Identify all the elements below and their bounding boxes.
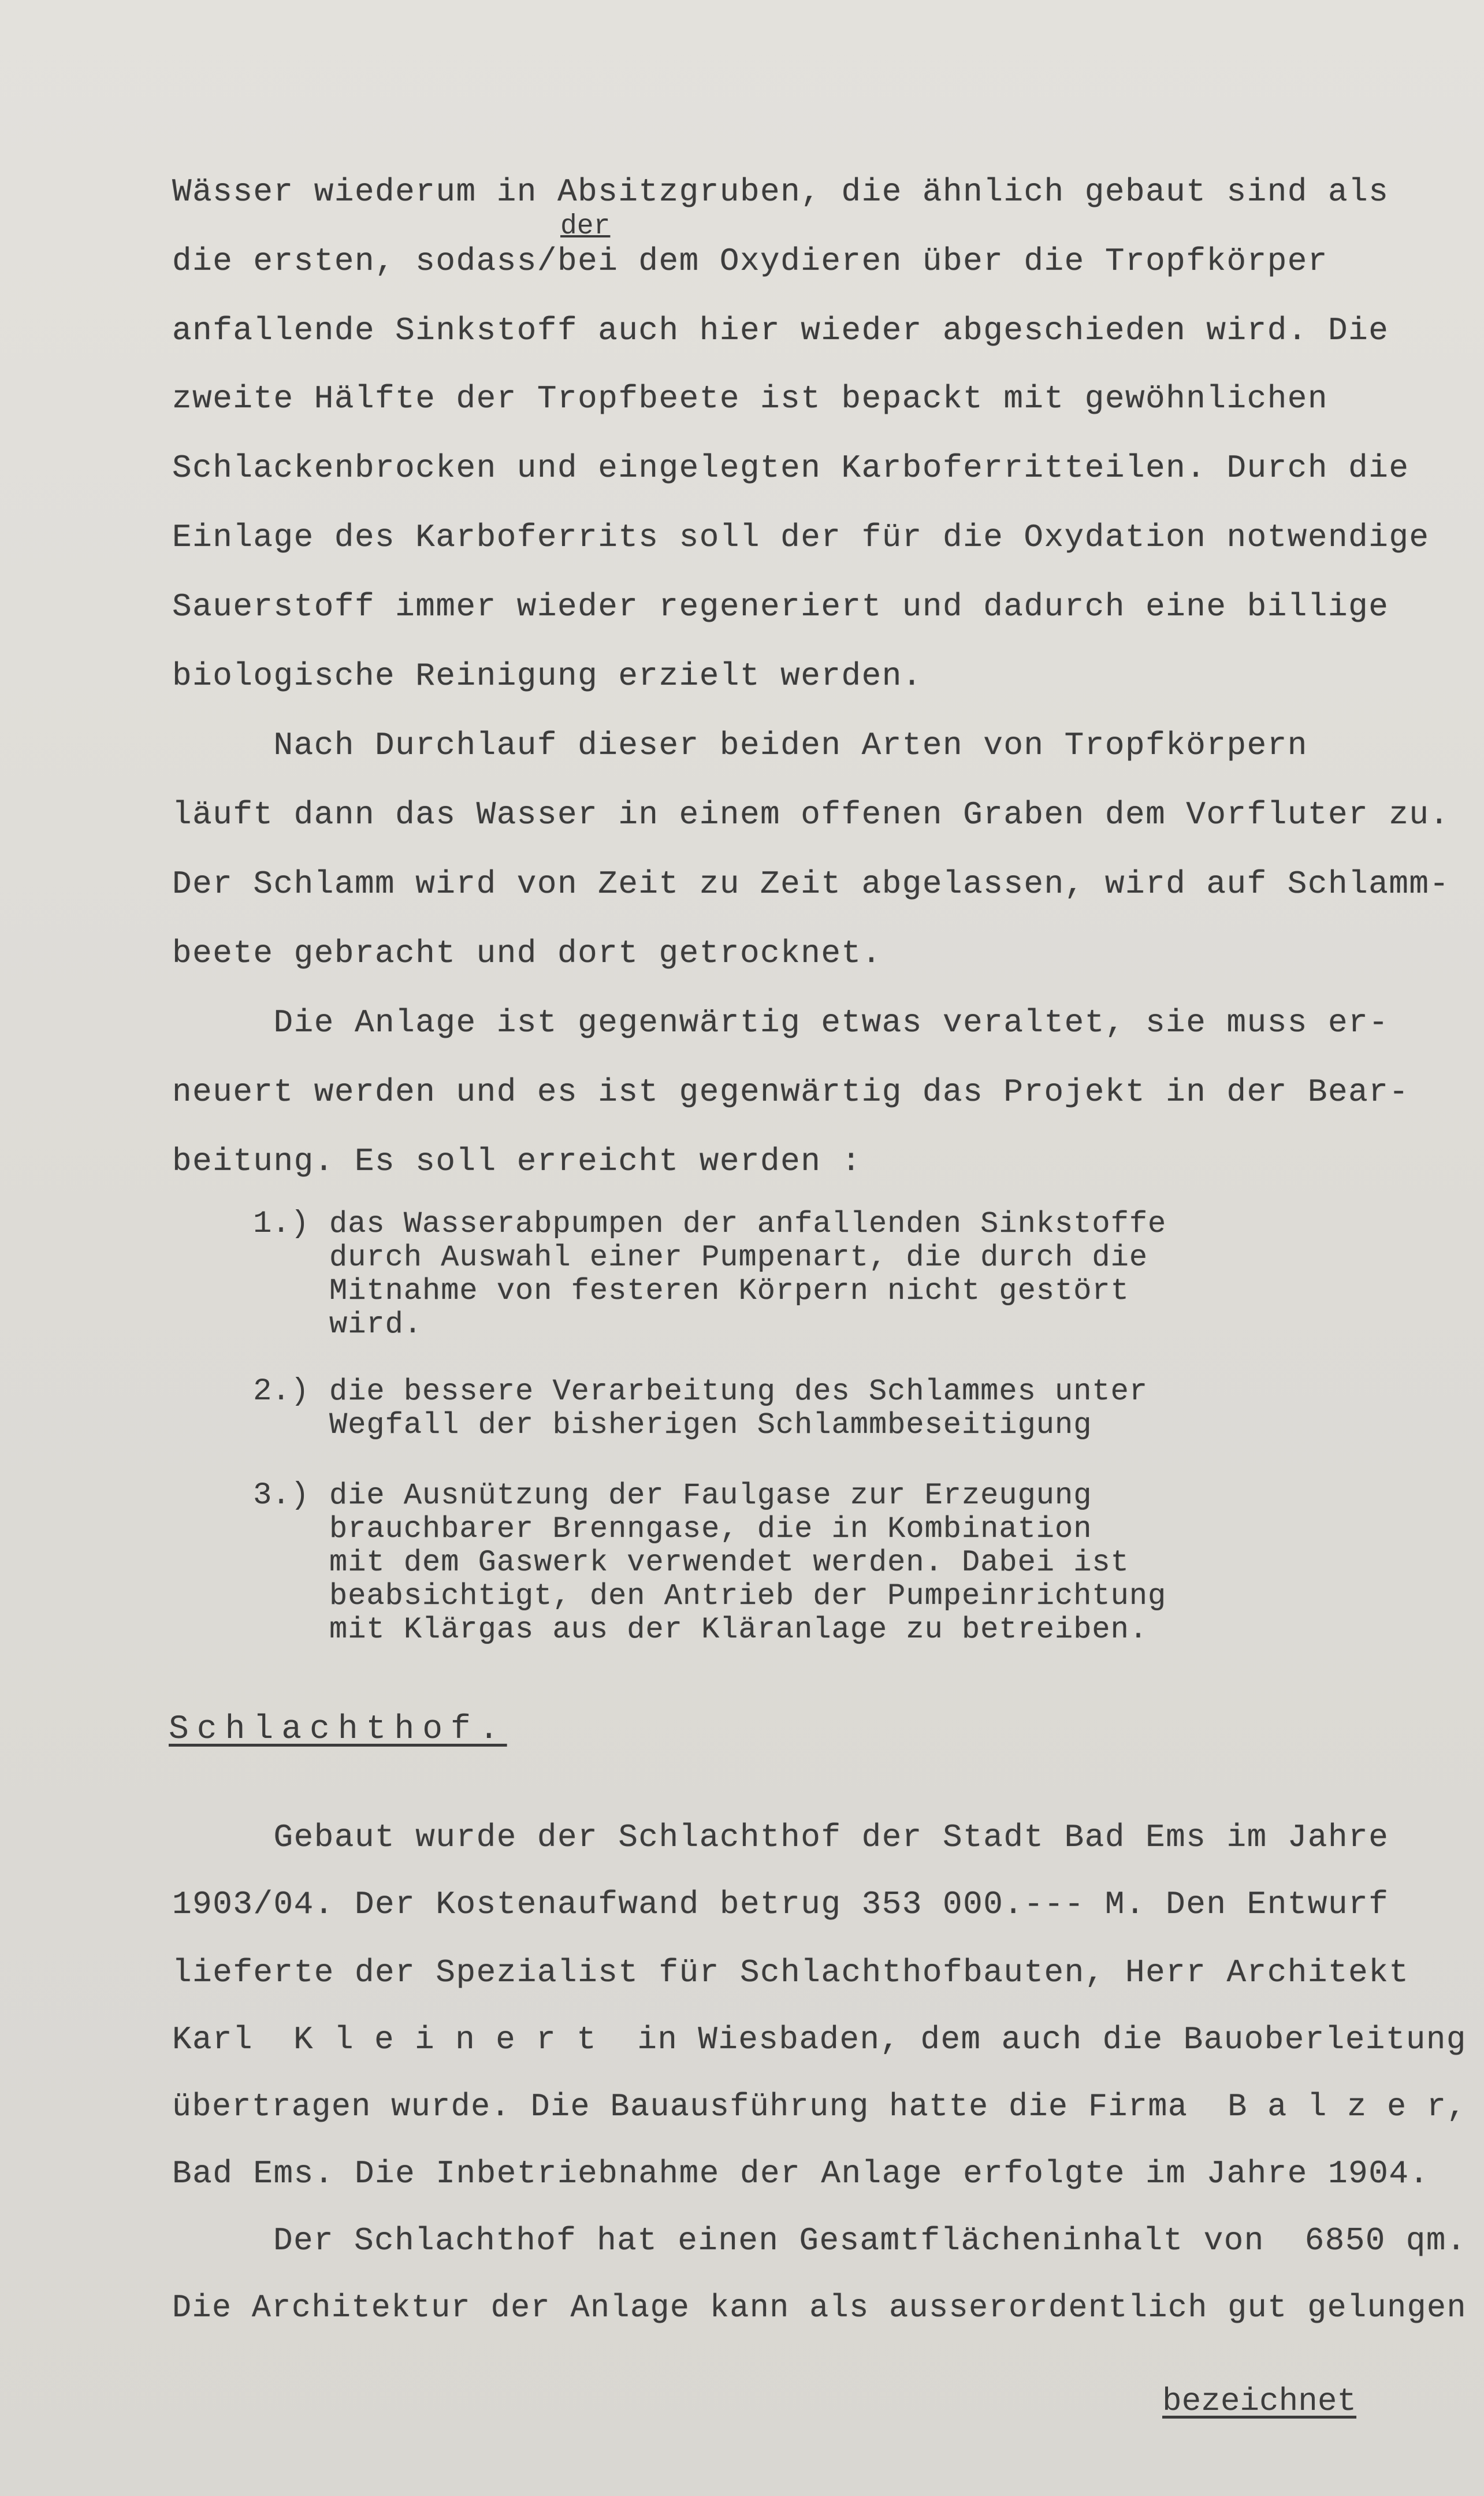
- p1-line-3: anfallende Sinkstoff auch hier wieder abgeschieden wird. Die: [172, 312, 1389, 349]
- list-item-3: [329, 1479, 1311, 1647]
- p4-line-1: Gebaut wurde der Schlachthof der Stadt Bad Ems im Jahre: [172, 1819, 1389, 1856]
- p2-line-1: Nach Durchlauf dieser beiden Arten von Tropfkörpern: [172, 727, 1308, 764]
- list-item-2-line: Wegfall der bisherigen Schlammbeseitigung: [329, 1408, 1092, 1442]
- p5-line-2: Die Architektur der Anlage kann als ausserordentlich gut gelungen: [172, 2289, 1467, 2326]
- p1-line-4: zweite Hälfte der Tropfbeete ist bepackt mit gewöhnlichen: [172, 380, 1329, 417]
- p2-line-4: beete gebracht und dort getrocknet.: [172, 935, 882, 972]
- p4-line-6: Bad Ems. Die Inbetriebnahme der Anlage erfolgte im Jahre 1904.: [172, 2155, 1430, 2192]
- list-item-2-number: 2.): [253, 1374, 310, 1409]
- list-item-3-line: beabsichtigt, den Antrieb der Pumpeinrichtung: [329, 1579, 1167, 1613]
- list-item-1-line: das Wasserabpumpen der anfallenden Sinkstoffe: [329, 1207, 1167, 1241]
- p4-line-2: 1903/04. Der Kostenaufwand betrug 353 000.--- M. Den Entwurf: [172, 1886, 1389, 1923]
- p1-line-2: die ersten, sodass/bei dem Oxydieren über die Tropfkörper: [172, 243, 1329, 280]
- list-item-3-line: mit Klärgas aus der Kläranlage zu betreiben.: [329, 1613, 1148, 1647]
- p2-line-2: läuft dann das Wasser in einem offenen Graben dem Vorfluter zu.: [172, 796, 1450, 833]
- list-item-1-line: Mitnahme von festeren Körpern nicht gestört: [329, 1274, 1129, 1308]
- catchword: bezeichnet: [1162, 2383, 1357, 2420]
- p4-line-5: übertragen wurde. Die Bauausführung hatte die Firma B a l z e r,: [172, 2088, 1467, 2125]
- list-item-1: [329, 1208, 1311, 1342]
- p3-line-1: Die Anlage ist gegenwärtig etwas veraltet, sie muss er-: [172, 1004, 1389, 1041]
- p1-line-8: biologische Reinigung erzielt werden.: [172, 658, 923, 694]
- p2-line-3: Der Schlamm wird von Zeit zu Zeit abgelassen, wird auf Schlamm-: [172, 866, 1450, 902]
- p4-line-4: Karl K l e i n e r t in Wiesbaden, dem auch die Bauoberleitung: [172, 2021, 1467, 2058]
- list-item-1-line: wird.: [329, 1308, 423, 1342]
- p3-line-2: neuert werden und es ist gegenwärtig das Projekt in der Bear-: [172, 1074, 1409, 1110]
- handwritten-insertion: der: [560, 211, 611, 242]
- p1-line-1: Wässer wiederum in Absitzgruben, die ähnlich gebaut sind als: [172, 173, 1389, 210]
- p1-line-5: Schlackenbrocken und eingelegten Karboferritteilen. Durch die: [172, 450, 1409, 486]
- list-item-3-line: mit dem Gaswerk verwendet werden. Dabei ist: [329, 1546, 1129, 1580]
- list-item-2-line: die bessere Verarbeitung des Schlammes unter: [329, 1375, 1148, 1409]
- list-item-3-line: die Ausnützung der Faulgase zur Erzeugung: [329, 1479, 1092, 1513]
- p5-line-1: Der Schlachthof hat einen Gesamtflächeninhalt von 6850 qm.: [172, 2222, 1467, 2259]
- p4-line-3: lieferte der Spezialist für Schlachthofbauten, Herr Architekt: [172, 1954, 1409, 1991]
- p1-line-7: Sauerstoff immer wieder regeneriert und dadurch eine billige: [172, 588, 1389, 625]
- list-item-3-line: brauchbarer Brenngase, die in Kombination: [329, 1512, 1092, 1546]
- list-item-1-number: 1.): [253, 1206, 310, 1242]
- list-item-1-line: durch Auswahl einer Pumpenart, die durch die: [329, 1240, 1148, 1275]
- list-item-3-number: 3.): [253, 1478, 310, 1513]
- section-heading: Schlachthof.: [169, 1711, 507, 1748]
- p3-line-3: beitung. Es soll erreicht werden :: [172, 1143, 862, 1180]
- list-item-2: [329, 1375, 1311, 1442]
- p1-line-6: Einlage des Karboferrits soll der für die Oxydation notwendige: [172, 519, 1430, 556]
